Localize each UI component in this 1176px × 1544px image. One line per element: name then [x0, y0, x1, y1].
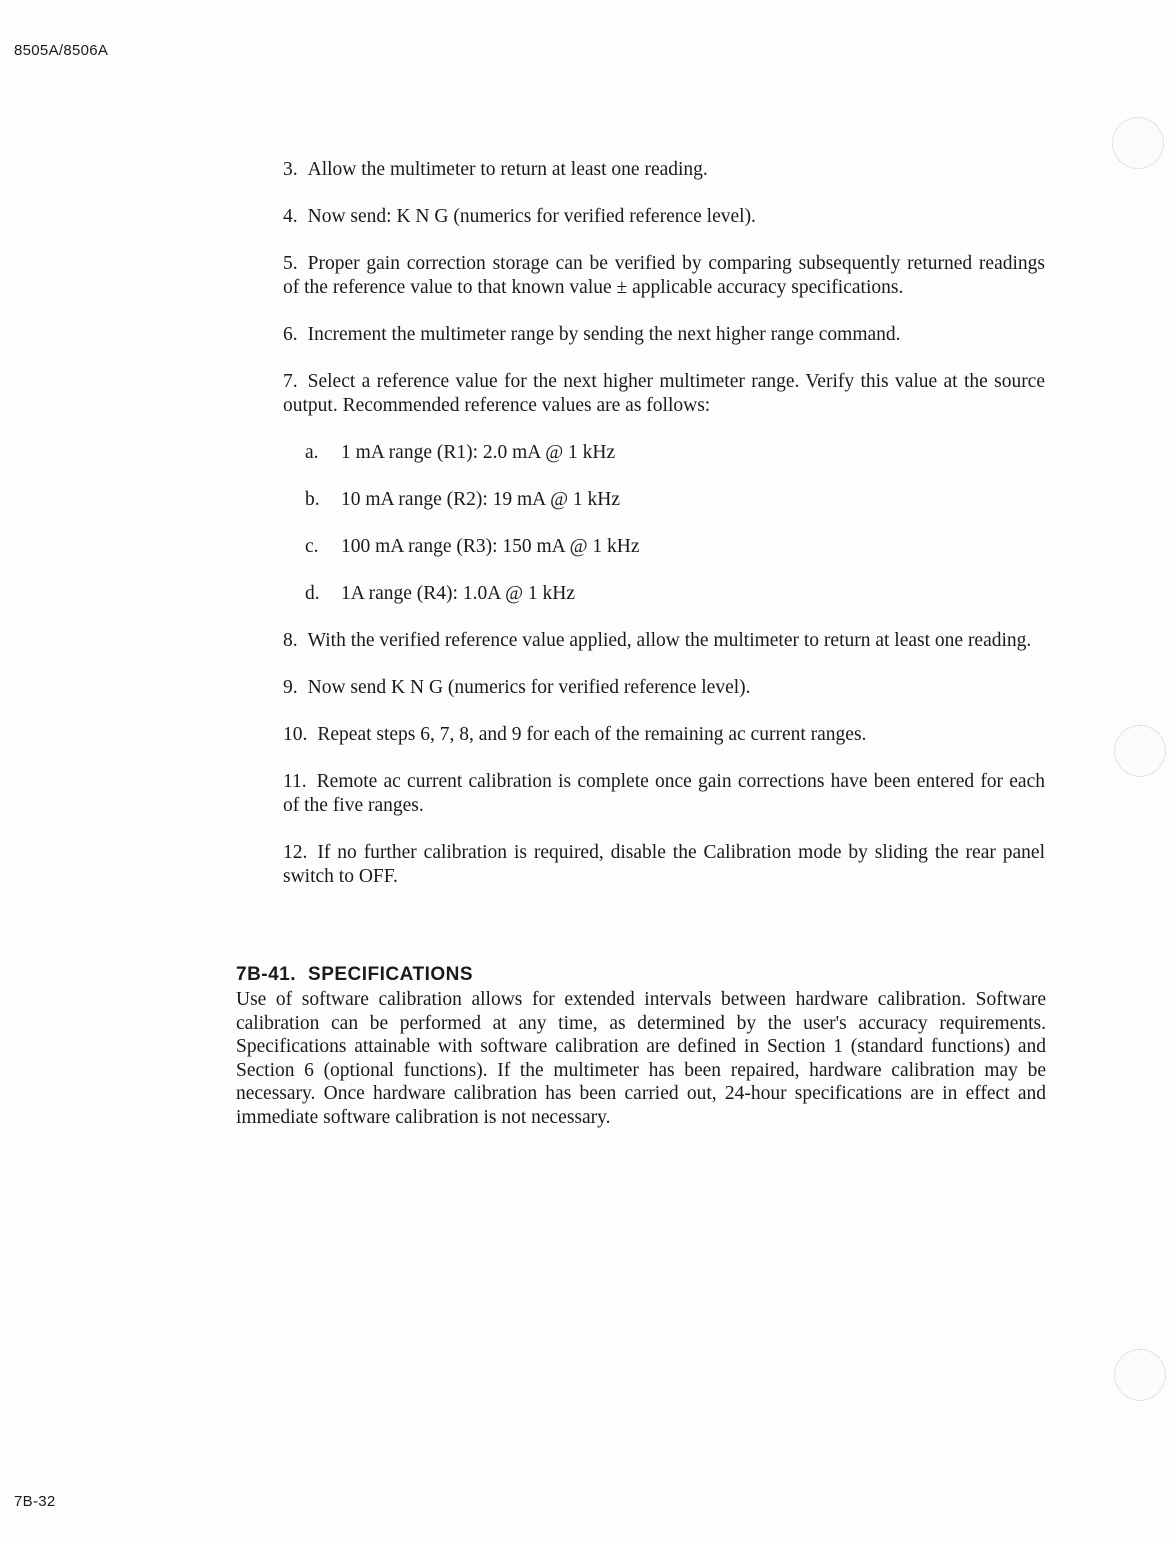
punch-hole	[1114, 725, 1166, 777]
step-item	[283, 676, 1045, 700]
list-letter: b.	[305, 489, 320, 510]
step-text: Proper gain correction storage can be verified by comparing subsequently returned readings of the reference value to that known value ± applicable accuracy specifications.	[283, 253, 1045, 298]
step-text: If no further calibration is required, disable the Calibration mode by sliding the rear panel switch to OFF.	[283, 842, 1045, 887]
list-letter: d.	[305, 583, 320, 604]
step-item	[283, 323, 1045, 347]
list-item	[305, 441, 1045, 465]
specifications-section	[236, 964, 1046, 1129]
step-number: 4.	[283, 206, 298, 227]
list-text: 1 mA range (R1): 2.0 mA @ 1 kHz	[341, 442, 616, 463]
section-heading	[236, 964, 1046, 986]
reference-values-list	[305, 441, 1045, 606]
document-code: 8505A/8506A	[14, 42, 109, 59]
step-item	[283, 158, 1045, 182]
step-item	[283, 770, 1045, 818]
list-letter: a.	[305, 442, 319, 463]
step-item	[283, 629, 1045, 653]
step-text: Remote ac current calibration is complete once gain corrections have been entered for each of the five ranges.	[283, 771, 1045, 816]
step-text: Select a reference value for the next higher multimeter range. Verify this value at the source output. Recommended reference values are as follows:	[283, 371, 1045, 416]
step-number: 11.	[283, 771, 307, 792]
step-text: Increment the multimeter range by sending the next higher range command.	[307, 324, 901, 345]
list-text: 10 mA range (R2): 19 mA @ 1 kHz	[341, 489, 621, 510]
list-item	[305, 488, 1045, 512]
step-number: 12.	[283, 842, 308, 863]
step-item	[283, 723, 1045, 747]
section-number: 7B-41.	[236, 964, 297, 985]
step-item	[283, 841, 1045, 889]
section-body: Use of software calibration allows for extended intervals between hardware calibration. Software calibration can be performed at any time, as determined by the user's accuracy requirements. Specifications attainable with software calibration are defined in Section 1 (standard functions) and Section 6 (optional functions). If the multimeter has been repaired, hardware calibration may be necessary. Once hardware calibration has been carried out, 24-hour specifications are in effect and immediate software calibration is not necessary.	[236, 989, 1046, 1128]
step-number: 6.	[283, 324, 298, 345]
punch-hole	[1114, 1349, 1166, 1401]
step-text: With the verified reference value applied, allow the multimeter to return at least one reading.	[307, 630, 1032, 651]
procedure-steps	[283, 158, 1045, 912]
step-text: Allow the multimeter to return at least one reading.	[307, 159, 708, 180]
list-text: 100 mA range (R3): 150 mA @ 1 kHz	[341, 536, 640, 557]
step-number: 8.	[283, 630, 298, 651]
list-letter: c.	[305, 536, 319, 557]
step-text: Now send: K N G (numerics for verified reference level).	[307, 206, 756, 227]
list-text: 1A range (R4): 1.0A @ 1 kHz	[341, 583, 576, 604]
punch-hole	[1112, 117, 1164, 169]
step-item	[283, 252, 1045, 300]
step-number: 5.	[283, 253, 298, 274]
list-item	[305, 582, 1045, 606]
step-number: 10.	[283, 724, 308, 745]
step-number: 3.	[283, 159, 298, 180]
list-item	[305, 535, 1045, 559]
step-number: 7.	[283, 371, 298, 392]
step-text: Now send K N G (numerics for verified reference level).	[307, 677, 751, 698]
step-text: Repeat steps 6, 7, 8, and 9 for each of the remaining ac current ranges.	[317, 724, 867, 745]
step-number: 9.	[283, 677, 298, 698]
step-item	[283, 205, 1045, 229]
section-title: SPECIFICATIONS	[308, 964, 474, 985]
page-number: 7B-32	[14, 1493, 56, 1510]
step-item	[283, 370, 1045, 418]
